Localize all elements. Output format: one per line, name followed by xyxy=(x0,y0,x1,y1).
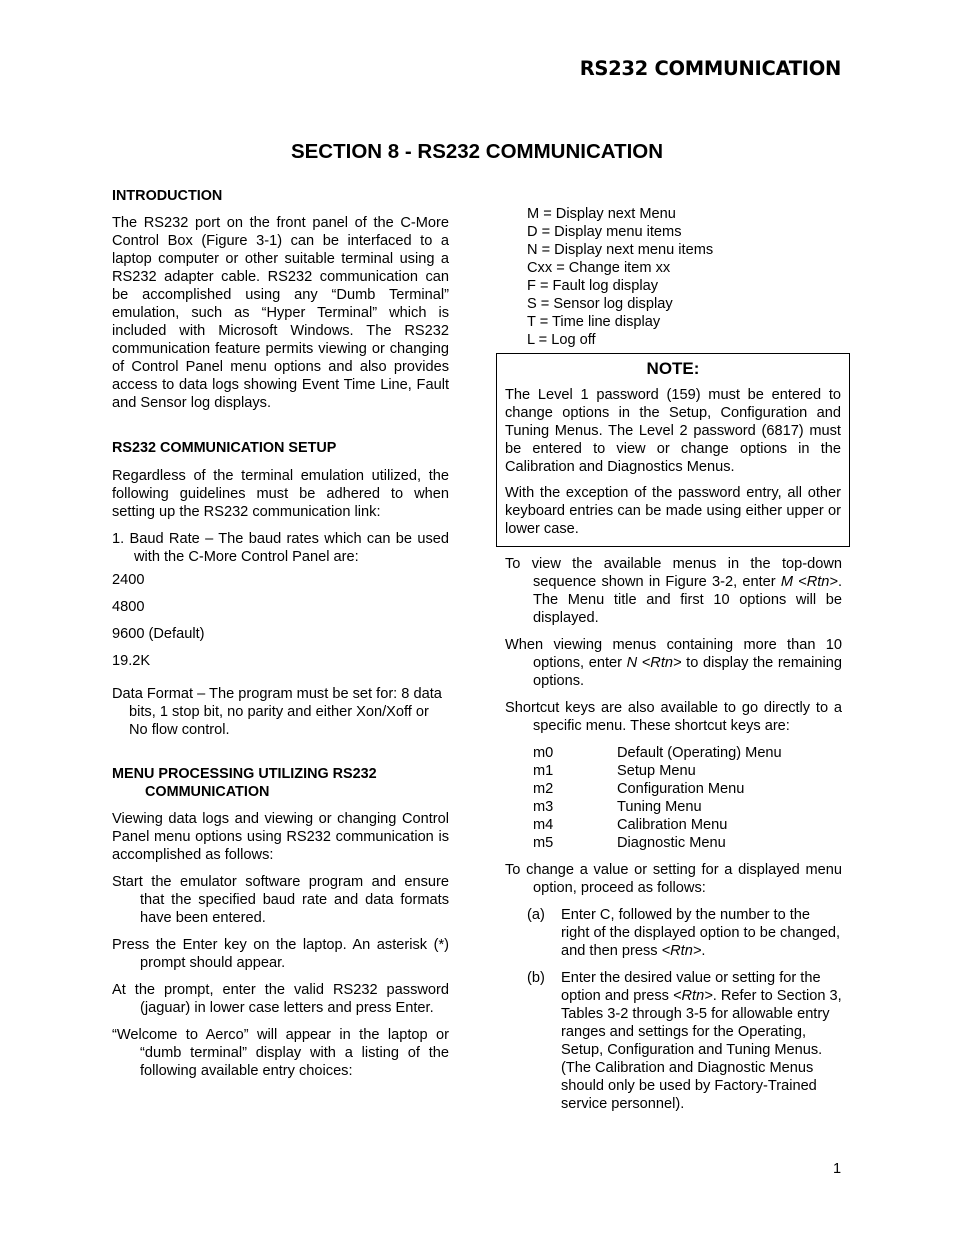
intro-paragraph: The RS232 port on the front panel of the C-More Control Box (Figure 3-1) can be interfaced to a laptop computer or other suitable terminal using a RS232 adapter cable. RS232 communication can be accomplished using any “Dumb Terminal” emulation, such as “Hyper Terminal” which is included with Microsoft Windows. The RS232 communication feature permits viewing or changing of Control Panel menu options and also provides access to data logs showing Event Time Line, Fault and Sensor log displays. xyxy=(112,215,449,411)
key-sequence: N <Rtn> xyxy=(626,655,682,671)
shortcut-row xyxy=(533,834,842,852)
shortcut-menu: Default (Operating) Menu xyxy=(617,745,782,761)
shortcut-key: m4 xyxy=(533,817,554,833)
shortcuts-intro: Shortcut keys are also available to go directly to a specific menu. These shortcut keys are: xyxy=(505,700,842,734)
entry-choice: D = Display menu items xyxy=(527,224,682,240)
shortcut-key: m1 xyxy=(533,763,554,779)
entry-choice: N = Display next menu items xyxy=(527,242,714,258)
change-value-intro: To change a value or setting for a displayed menu option, proceed as follows: xyxy=(505,862,842,896)
step-item: At the prompt, enter the valid RS232 password (jaguar) in lower case letters and press Enter. xyxy=(112,982,449,1016)
baud-rate: 9600 (Default) xyxy=(112,626,205,642)
running-header: RS232 COMMUNICATION xyxy=(579,57,841,80)
data-format-item: Data Format – The program must be set for: 8 data bits, 1 stop bit, no parity and either Xon/Xoff or No flow control. xyxy=(112,686,442,738)
shortcut-key: m0 xyxy=(533,745,554,761)
change-step-a xyxy=(527,906,842,960)
baud-rate-list xyxy=(112,567,449,675)
shortcut-key: m2 xyxy=(533,781,554,797)
shortcut-row xyxy=(533,762,842,780)
entry-choice: L = Log off xyxy=(527,332,596,348)
menu-processing-heading-cont: COMMUNICATION xyxy=(145,784,270,800)
shortcut-key: m5 xyxy=(533,835,554,851)
step-item: Start the emulator software program and ensure that the specified baud rate and data formats have been entered. xyxy=(112,874,449,926)
shortcut-row xyxy=(533,744,842,762)
step-item: Press the Enter key on the laptop. An asterisk (*) prompt should appear. xyxy=(112,937,449,971)
note-title: NOTE: xyxy=(646,359,700,378)
page-number: 1 xyxy=(833,1161,842,1177)
entry-choices-list xyxy=(527,205,842,349)
menu-processing-paragraph: Viewing data logs and viewing or changing Control Panel menu options using RS232 communication is accomplished as follows: xyxy=(112,811,449,863)
entry-choice: S = Sensor log display xyxy=(527,296,673,312)
shortcut-row xyxy=(533,780,842,798)
entry-choice: Cxx = Change item xx xyxy=(527,260,671,276)
key-sequence: M <Rtn> xyxy=(780,574,838,590)
step-item: “Welcome to Aerco” will appear in the laptop or “dumb terminal” display with a listing of the following available entry choices: xyxy=(112,1027,449,1079)
left-column xyxy=(112,187,449,1080)
baud-rate-item: 1. Baud Rate – The baud rates which can be used with the C-More Control Panel are: xyxy=(112,531,449,565)
shortcut-row xyxy=(533,816,842,834)
menu-processing-heading: MENU PROCESSING UTILIZING RS232 xyxy=(112,766,377,782)
change-step-b xyxy=(527,969,842,1113)
right-column xyxy=(505,205,842,1113)
section-title: SECTION 8 - RS232 COMMUNICATION xyxy=(290,140,664,163)
baud-rate: 19.2K xyxy=(112,653,151,669)
more-options-paragraph: When viewing menus containing more than 10 options, enter N <Rtn> to display the remaining options. xyxy=(505,637,842,689)
entry-choice: F = Fault log display xyxy=(527,278,659,294)
shortcut-menu: Diagnostic Menu xyxy=(617,835,726,851)
shortcut-menu: Calibration Menu xyxy=(617,817,728,833)
baud-rate: 4800 xyxy=(112,599,145,615)
step-text: Enter the desired value or setting for the option and press <Rtn>. Refer to Section 3, Tables 3-2 through 3-5 for allowable entry ranges and settings for the Operating, Setup, Configuration and Tuning Menus. (The Calibration and Diagnostic Menus should only be used by Factory-Trained service personnel). xyxy=(561,970,842,1112)
setup-paragraph: Regardless of the terminal emulation utilized, the following guidelines must be adhered to when setting up the RS232 communication link: xyxy=(112,468,449,520)
shortcut-key: m3 xyxy=(533,799,554,815)
shortcut-menu: Tuning Menu xyxy=(617,799,702,815)
note-paragraph: With the exception of the password entry, all other keyboard entries can be made using either upper or lower case. xyxy=(505,485,841,537)
entry-choice: T = Time line display xyxy=(527,314,661,330)
shortcut-table xyxy=(533,744,842,852)
step-label: (a) xyxy=(527,907,545,923)
entry-choice: M = Display next Menu xyxy=(527,206,676,222)
step-label: (b) xyxy=(527,970,545,986)
intro-heading: INTRODUCTION xyxy=(112,188,223,204)
setup-heading: RS232 COMMUNICATION SETUP xyxy=(112,440,337,456)
shortcut-row xyxy=(533,798,842,816)
note-paragraph: The Level 1 password (159) must be entered to change options in the Setup, Configuration and Tuning Menus. The Level 2 password (6817) must be entered to view or change options in the Calibration and Diagnostics Menus. xyxy=(505,387,841,475)
step-text: Enter C, followed by the number to the right of the displayed option to be changed, and then press <Rtn>. xyxy=(561,907,841,959)
note-box xyxy=(496,353,850,547)
baud-rate: 2400 xyxy=(112,572,145,588)
shortcut-menu: Setup Menu xyxy=(617,763,696,779)
view-menus-paragraph: To view the available menus in the top-down sequence shown in Figure 3-2, enter M <Rtn>. The Menu title and first 10 options will be displayed. xyxy=(505,556,842,626)
shortcut-menu: Configuration Menu xyxy=(617,781,745,797)
